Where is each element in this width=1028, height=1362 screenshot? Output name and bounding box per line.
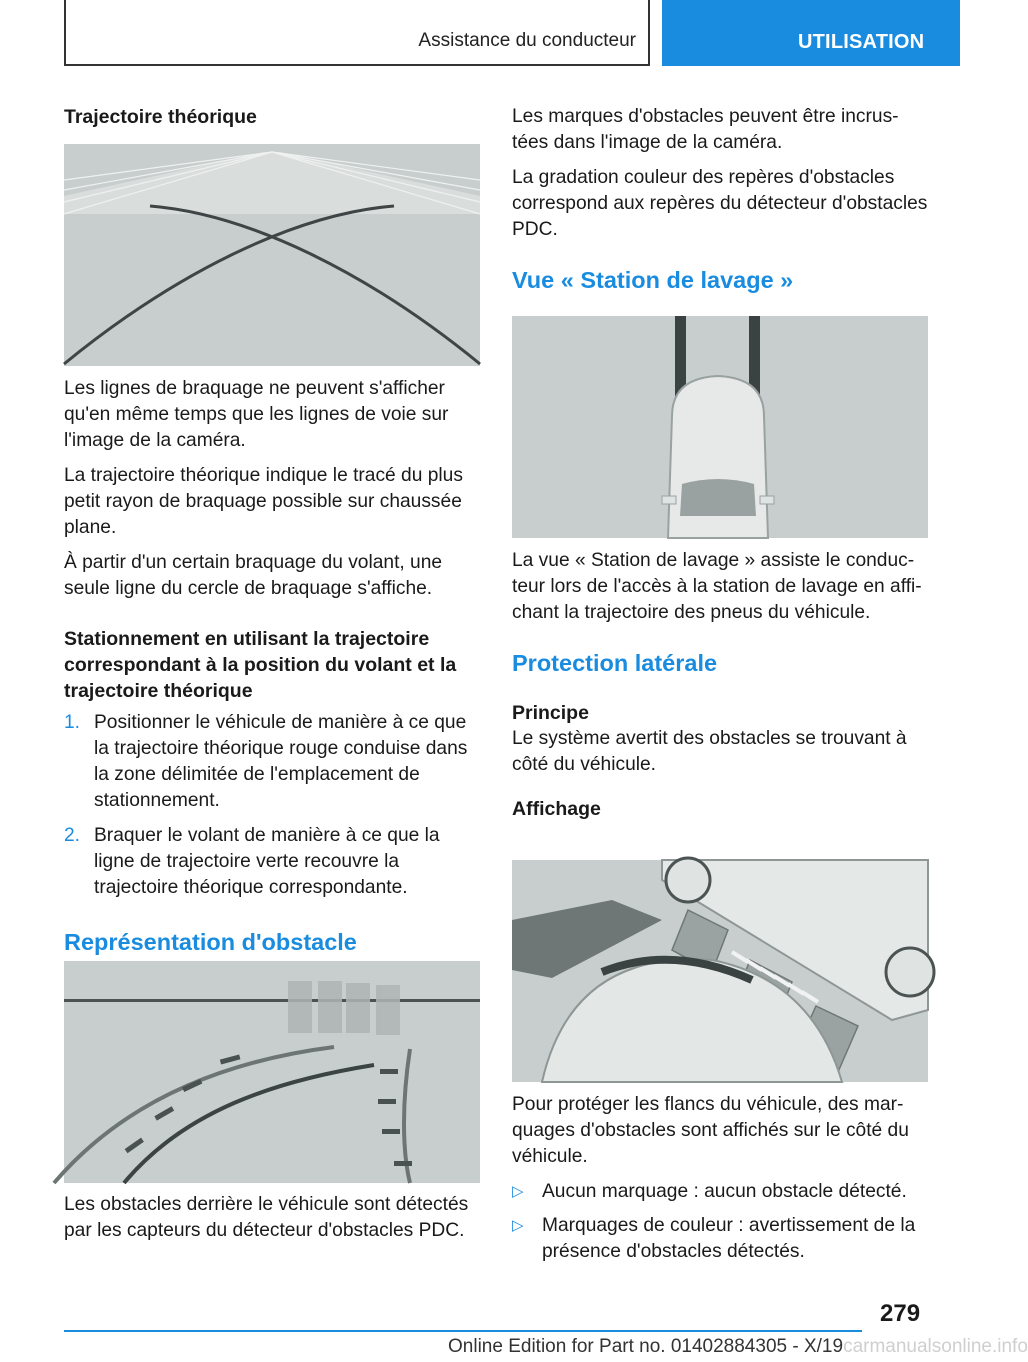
affichage-paragraph: Pour protéger les flancs du véhicule, des marquages d'obstacles sont affichés sur le côté du véhicule. bbox=[512, 1094, 909, 1167]
right-column-middle bbox=[512, 548, 928, 822]
triangle-bullet-icon: ▷ bbox=[512, 1183, 524, 1200]
obstacle-marks-paragraph: Les marques d'obstacles peuvent être incrustées dans l'image de la caméra. bbox=[512, 106, 899, 153]
step-number: 2. bbox=[64, 825, 81, 846]
trajectory-paragraph-3: À partir d'un certain braquage du volant, une seule ligne du cercle de braquage s'affiche. bbox=[64, 552, 443, 599]
parking-heading: Stationnement en utilisant la trajectoire correspondant à la position du volant et la trajectoire théorique bbox=[64, 628, 457, 702]
watermark: carmanualsonline.info bbox=[843, 1336, 1028, 1357]
principe-heading: Principe bbox=[512, 702, 589, 724]
trajectory-paragraph-1: Les lignes de braquage ne peuvent s'afficher qu'en même temps que les lignes de voie sur l'image de la caméra. bbox=[64, 378, 449, 451]
trajectory-heading: Trajectoire théorique bbox=[64, 106, 257, 128]
step-text: Braquer le volant de manière à ce que la ligne de trajectoire verte recouvre la trajectoire théorique correspondante. bbox=[94, 825, 440, 898]
side-protection-heading: Protection latérale bbox=[512, 650, 718, 676]
trajectory-text bbox=[64, 376, 480, 957]
right-column-top bbox=[512, 104, 928, 295]
step-item bbox=[64, 823, 480, 901]
footer-rule bbox=[64, 1330, 862, 1332]
color-gradation-paragraph: La gradation couleur des repères d'obstacles correspond aux repères du détecteur d'obstacles PDC. bbox=[512, 167, 928, 240]
left-column bbox=[64, 104, 480, 130]
car-wash-figure bbox=[512, 316, 928, 538]
step-text: Positionner le véhicule de manière à ce que la trajectoire théorique rouge conduise dans la zone délimitée de l'emplacement de stationnement. bbox=[94, 712, 468, 811]
wash-paragraph: La vue « Station de lavage » assiste le conducteur lors de l'accès à la station de lavage en affichant la trajectoire des pneus du véhicule. bbox=[512, 550, 922, 623]
marking-list bbox=[512, 1179, 928, 1265]
triangle-bullet-icon: ▷ bbox=[512, 1217, 524, 1234]
obstacle-text bbox=[64, 1192, 480, 1253]
obstacle-heading: Représentation d'obstacle bbox=[64, 929, 357, 955]
header-section-title: Assistance du conducteur bbox=[418, 30, 636, 51]
marking-item bbox=[512, 1213, 928, 1265]
wash-heading: Vue « Station de lavage » bbox=[512, 267, 794, 293]
right-column-bottom bbox=[512, 1092, 928, 1273]
side-protection-figure bbox=[512, 860, 928, 1082]
obstacle-paragraph: Les obstacles derrière le véhicule sont détectés par les capteurs du détecteur d'obstacles PDC. bbox=[64, 1194, 469, 1241]
marking-text: Aucun marquage : aucun obstacle détecté. bbox=[542, 1181, 907, 1202]
parking-steps bbox=[64, 710, 480, 901]
obstacle-figure bbox=[64, 961, 480, 1183]
footer-edition-text: Online Edition for Part no. 01402884305 - X/19 bbox=[448, 1336, 844, 1357]
header-chapter-tab bbox=[662, 0, 960, 66]
step-item bbox=[64, 710, 480, 814]
trajectory-paragraph-2: La trajectoire théorique indique le tracé du plus petit rayon de braquage possible sur chaussée plane. bbox=[64, 465, 463, 538]
header-section-box bbox=[64, 0, 650, 66]
marking-text: Marquages de couleur : avertissement de la présence d'obstacles détectés. bbox=[542, 1215, 916, 1262]
principe-paragraph: Le système avertit des obstacles se trouvant à côté du véhicule. bbox=[512, 728, 907, 775]
footer-edition bbox=[448, 1336, 1028, 1358]
page-number: 279 bbox=[880, 1300, 921, 1327]
marking-item bbox=[512, 1179, 928, 1205]
header-chapter-label: UTILISATION bbox=[798, 31, 925, 53]
affichage-heading: Affichage bbox=[512, 798, 601, 820]
trajectory-figure bbox=[64, 144, 480, 366]
step-number: 1. bbox=[64, 712, 81, 733]
